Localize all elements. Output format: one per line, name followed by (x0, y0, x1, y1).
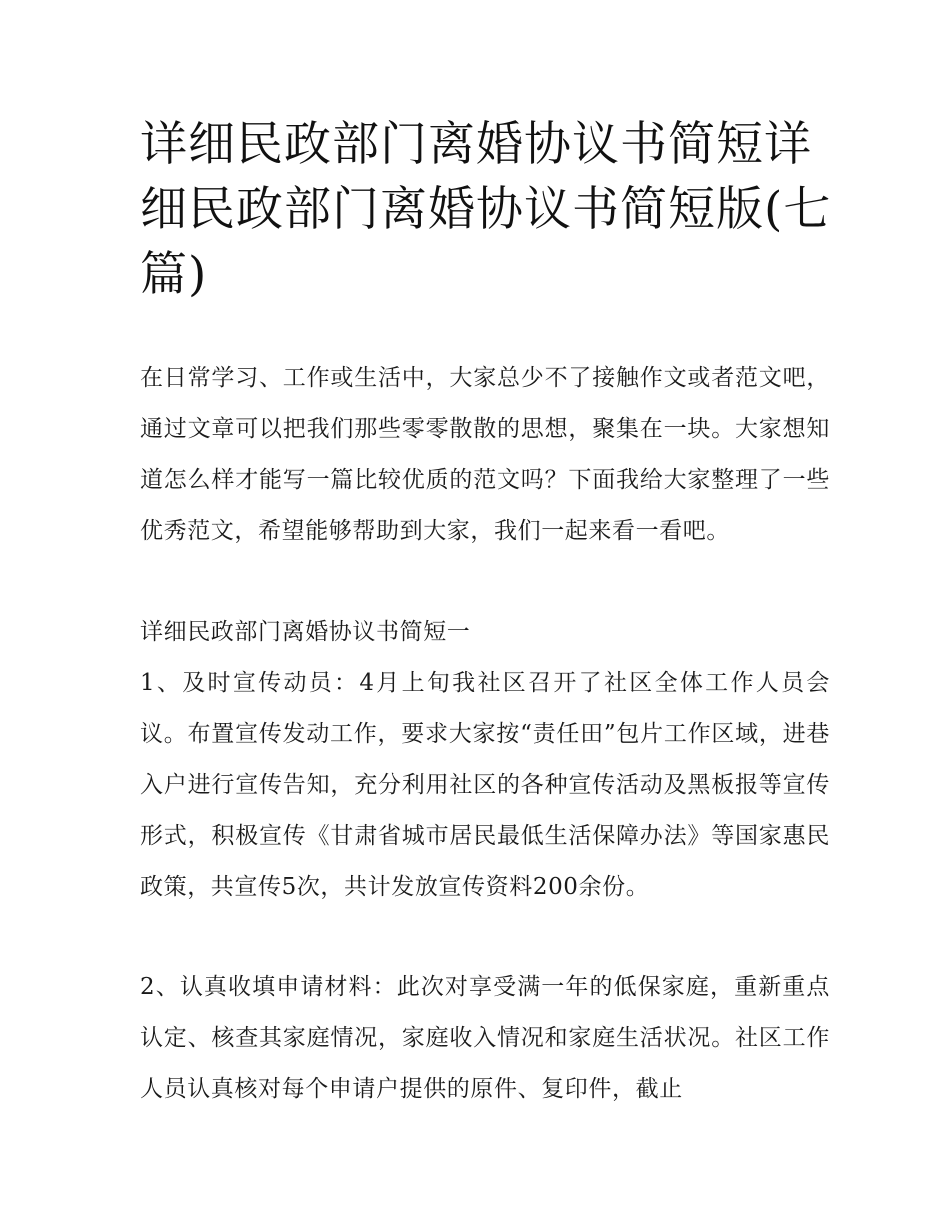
intro-paragraph: 在日常学习、工作或生活中，大家总少不了接触作文或者范文吧，通过文章可以把我们那些零零散散的思想，聚集在一块。大家想知道怎么样才能写一篇比较优质的范文吗？下面我给大家整理了一些优秀范文，希望能够帮助到大家，我们一起来看一看吧。 (140, 365, 830, 544)
paragraph-1: 1、及时宣传动员：4月上旬我社区召开了社区全体工作人员会议。布置宣传发动工作，要求大家按“责任田”包片工作区域，进巷入户进行宣传告知，充分利用社区的各种宣传活动及黑板报等宣传形式，积极宣传《甘肃省城市居民最低生活保障办法》等国家惠民政策，共宣传5次，共计发放宣传资料200余份。 (140, 670, 830, 900)
section-heading: 详细民政部门离婚协议书简短一 (140, 619, 471, 645)
paragraph-2: 2、认真收填申请材料：此次对享受满一年的低保家庭，重新重点认定、核查其家庭情况，家庭收入情况和家庭生活状况。社区工作人员认真核对每个申请户提供的原件、复印件，截止 (140, 974, 830, 1102)
document-title: 详细民政部门离婚协议书简短详细民政部门离婚协议书简短版(七篇) (140, 117, 832, 302)
